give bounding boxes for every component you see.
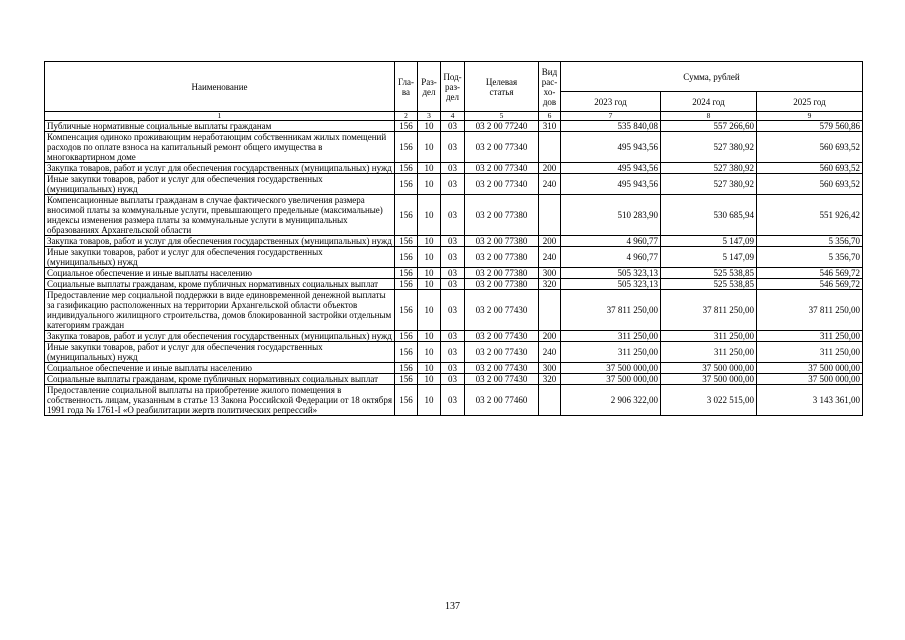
row-sum-2025: 311 250,00 xyxy=(757,342,863,363)
header-celevaya: Целевая статья xyxy=(465,62,539,112)
row-sum-2025: 3 143 361,00 xyxy=(757,385,863,416)
row-expense-type: 200 xyxy=(539,163,561,174)
row-razdel: 10 xyxy=(418,363,441,374)
row-sum-2023: 505 323,13 xyxy=(561,279,661,290)
row-name: Иные закупки товаров, работ и услуг для обеспечения государственных (муниципальных) нужд xyxy=(45,247,395,268)
row-expense-type: 240 xyxy=(539,174,561,195)
row-glava: 156 xyxy=(395,132,418,163)
row-expense-type: 300 xyxy=(539,363,561,374)
row-target-article: 03 2 00 77340 xyxy=(465,174,539,195)
row-sum-2023: 37 811 250,00 xyxy=(561,290,661,331)
row-target-article: 03 2 00 77380 xyxy=(465,195,539,236)
row-podrazdel: 03 xyxy=(441,374,465,385)
row-glava: 156 xyxy=(395,163,418,174)
row-target-article: 03 2 00 77380 xyxy=(465,236,539,247)
row-sum-2024: 530 685,94 xyxy=(661,195,757,236)
row-sum-2024: 525 538,85 xyxy=(661,268,757,279)
row-name: Предоставление мер социальной поддержки в виде единовременной денежной выплаты за газификацию расположенных на территории Архангельской области объектов индивидуального жилищного строительства, домов блокированной застройки отдельным категориям граждан xyxy=(45,290,395,331)
row-razdel: 10 xyxy=(418,174,441,195)
row-sum-2023: 495 943,56 xyxy=(561,174,661,195)
row-sum-2024: 5 147,09 xyxy=(661,236,757,247)
row-podrazdel: 03 xyxy=(441,279,465,290)
row-razdel: 10 xyxy=(418,342,441,363)
row-glava: 156 xyxy=(395,279,418,290)
row-sum-2023: 4 960,77 xyxy=(561,247,661,268)
row-target-article: 03 2 00 77380 xyxy=(465,279,539,290)
row-expense-type: 320 xyxy=(539,279,561,290)
row-podrazdel: 03 xyxy=(441,363,465,374)
col-num: 2 xyxy=(395,112,418,121)
table-row xyxy=(45,121,863,132)
row-target-article: 03 2 00 77240 xyxy=(465,121,539,132)
header-year-2024: 2024 год xyxy=(661,92,757,112)
row-sum-2025: 560 693,52 xyxy=(757,163,863,174)
col-num: 5 xyxy=(465,112,539,121)
row-target-article: 03 2 00 77340 xyxy=(465,132,539,163)
row-sum-2024: 311 250,00 xyxy=(661,342,757,363)
row-expense-type: 310 xyxy=(539,121,561,132)
row-podrazdel: 03 xyxy=(441,268,465,279)
row-podrazdel: 03 xyxy=(441,236,465,247)
page-number: 137 xyxy=(445,601,460,612)
row-sum-2024: 527 380,92 xyxy=(661,163,757,174)
row-target-article: 03 2 00 77460 xyxy=(465,385,539,416)
row-glava: 156 xyxy=(395,331,418,342)
header-name: Наименование xyxy=(45,62,395,112)
row-sum-2024: 527 380,92 xyxy=(661,132,757,163)
row-name: Социальные выплаты гражданам, кроме публичных нормативных социальных выплат xyxy=(45,279,395,290)
row-razdel: 10 xyxy=(418,268,441,279)
row-expense-type xyxy=(539,132,561,163)
row-razdel: 10 xyxy=(418,132,441,163)
col-num: 8 xyxy=(661,112,757,121)
row-expense-type xyxy=(539,385,561,416)
col-num: 9 xyxy=(757,112,863,121)
row-sum-2023: 510 283,90 xyxy=(561,195,661,236)
row-expense-type: 200 xyxy=(539,331,561,342)
row-sum-2024: 525 538,85 xyxy=(661,279,757,290)
header-vid: Вид рас- хо- дов xyxy=(539,62,561,112)
row-sum-2023: 535 840,08 xyxy=(561,121,661,132)
row-sum-2023: 2 906 322,00 xyxy=(561,385,661,416)
row-sum-2025: 37 500 000,00 xyxy=(757,374,863,385)
table-row xyxy=(45,195,863,236)
row-sum-2025: 551 926,42 xyxy=(757,195,863,236)
row-name: Иные закупки товаров, работ и услуг для обеспечения государственных (муниципальных) нужд xyxy=(45,342,395,363)
row-expense-type: 240 xyxy=(539,342,561,363)
row-name: Закупка товаров, работ и услуг для обеспечения государственных (муниципальных) нужд xyxy=(45,331,395,342)
row-name: Закупка товаров, работ и услуг для обеспечения государственных (муниципальных) нужд xyxy=(45,236,395,247)
row-name: Иные закупки товаров, работ и услуг для обеспечения государственных (муниципальных) нужд xyxy=(45,174,395,195)
col-num: 7 xyxy=(561,112,661,121)
row-name: Компенсационные выплаты гражданам в случае фактического увеличения размера вносимой платы за коммунальные услуги, превышающего предельные (максимальные) индексы изменения размера платы за коммунальные услуги в муниципальных образованиях Архангельской области xyxy=(45,195,395,236)
row-sum-2024: 5 147,09 xyxy=(661,247,757,268)
row-name: Социальное обеспечение и иные выплаты населению xyxy=(45,363,395,374)
table-row xyxy=(45,342,863,363)
row-sum-2025: 546 569,72 xyxy=(757,279,863,290)
row-razdel: 10 xyxy=(418,331,441,342)
row-name: Предоставление социальной выплаты на приобретение жилого помещения в собственность лицам, указанным в статье 13 Закона Российской Федерации от 18 октября 1991 года № 1761-I «О реабилитации жертв политических репрессий» xyxy=(45,385,395,416)
row-glava: 156 xyxy=(395,195,418,236)
table-row xyxy=(45,331,863,342)
row-sum-2023: 37 500 000,00 xyxy=(561,374,661,385)
header-year-2023: 2023 год xyxy=(561,92,661,112)
row-target-article: 03 2 00 77430 xyxy=(465,342,539,363)
table-row xyxy=(45,236,863,247)
table-row xyxy=(45,279,863,290)
header-glava: Гла- ва xyxy=(395,62,418,112)
row-sum-2024: 3 022 515,00 xyxy=(661,385,757,416)
row-sum-2023: 505 323,13 xyxy=(561,268,661,279)
row-target-article: 03 2 00 77430 xyxy=(465,363,539,374)
row-podrazdel: 03 xyxy=(441,132,465,163)
row-razdel: 10 xyxy=(418,290,441,331)
row-razdel: 10 xyxy=(418,163,441,174)
row-glava: 156 xyxy=(395,363,418,374)
row-sum-2024: 311 250,00 xyxy=(661,331,757,342)
row-name: Социальное обеспечение и иные выплаты населению xyxy=(45,268,395,279)
row-razdel: 10 xyxy=(418,195,441,236)
row-expense-type: 320 xyxy=(539,374,561,385)
row-podrazdel: 03 xyxy=(441,342,465,363)
row-expense-type xyxy=(539,290,561,331)
row-sum-2025: 579 560,86 xyxy=(757,121,863,132)
row-sum-2025: 546 569,72 xyxy=(757,268,863,279)
row-razdel: 10 xyxy=(418,247,441,268)
col-num: 6 xyxy=(539,112,561,121)
table-row xyxy=(45,363,863,374)
row-podrazdel: 03 xyxy=(441,331,465,342)
row-name: Публичные нормативные социальные выплаты гражданам xyxy=(45,121,395,132)
row-podrazdel: 03 xyxy=(441,121,465,132)
row-podrazdel: 03 xyxy=(441,195,465,236)
table-row xyxy=(45,174,863,195)
row-podrazdel: 03 xyxy=(441,247,465,268)
row-glava: 156 xyxy=(395,374,418,385)
table-row xyxy=(45,374,863,385)
header-podrazdel: Под- раз- дел xyxy=(441,62,465,112)
row-target-article: 03 2 00 77380 xyxy=(465,268,539,279)
row-glava: 156 xyxy=(395,342,418,363)
row-razdel: 10 xyxy=(418,236,441,247)
row-glava: 156 xyxy=(395,121,418,132)
row-podrazdel: 03 xyxy=(441,174,465,195)
row-expense-type: 200 xyxy=(539,236,561,247)
row-sum-2023: 37 500 000,00 xyxy=(561,363,661,374)
row-sum-2023: 311 250,00 xyxy=(561,331,661,342)
row-razdel: 10 xyxy=(418,279,441,290)
table-row xyxy=(45,132,863,163)
row-expense-type: 300 xyxy=(539,268,561,279)
row-target-article: 03 2 00 77430 xyxy=(465,331,539,342)
row-target-article: 03 2 00 77430 xyxy=(465,374,539,385)
row-razdel: 10 xyxy=(418,385,441,416)
header-year-2025: 2025 год xyxy=(757,92,863,112)
row-name: Компенсация одиноко проживающим неработающим собственникам жилых помещений расходов по оплате взноса на капитальный ремонт общего имущества в многоквартирном доме xyxy=(45,132,395,163)
row-glava: 156 xyxy=(395,174,418,195)
header-summa: Сумма, рублей xyxy=(561,62,863,92)
table-row xyxy=(45,163,863,174)
col-num: 1 xyxy=(45,112,395,121)
row-sum-2025: 311 250,00 xyxy=(757,331,863,342)
table-row xyxy=(45,268,863,279)
row-podrazdel: 03 xyxy=(441,290,465,331)
row-podrazdel: 03 xyxy=(441,163,465,174)
row-glava: 156 xyxy=(395,385,418,416)
row-expense-type: 240 xyxy=(539,247,561,268)
row-sum-2024: 37 500 000,00 xyxy=(661,374,757,385)
table-header xyxy=(45,62,863,121)
row-expense-type xyxy=(539,195,561,236)
row-sum-2025: 5 356,70 xyxy=(757,247,863,268)
row-sum-2024: 527 380,92 xyxy=(661,174,757,195)
row-name: Закупка товаров, работ и услуг для обеспечения государственных (муниципальных) нужд xyxy=(45,163,395,174)
column-numbers-row xyxy=(45,112,863,121)
row-sum-2024: 557 266,60 xyxy=(661,121,757,132)
row-sum-2025: 37 811 250,00 xyxy=(757,290,863,331)
row-razdel: 10 xyxy=(418,374,441,385)
row-podrazdel: 03 xyxy=(441,385,465,416)
col-num: 3 xyxy=(418,112,441,121)
col-num: 4 xyxy=(441,112,465,121)
header-razdel: Раз- дел xyxy=(418,62,441,112)
row-sum-2025: 37 500 000,00 xyxy=(757,363,863,374)
row-glava: 156 xyxy=(395,268,418,279)
row-sum-2023: 4 960,77 xyxy=(561,236,661,247)
table-row xyxy=(45,385,863,416)
row-sum-2024: 37 811 250,00 xyxy=(661,290,757,331)
row-sum-2024: 37 500 000,00 xyxy=(661,363,757,374)
row-target-article: 03 2 00 77340 xyxy=(465,163,539,174)
table-row xyxy=(45,290,863,331)
row-sum-2023: 495 943,56 xyxy=(561,132,661,163)
row-sum-2023: 311 250,00 xyxy=(561,342,661,363)
row-name: Социальные выплаты гражданам, кроме публичных нормативных социальных выплат xyxy=(45,374,395,385)
row-sum-2025: 560 693,52 xyxy=(757,132,863,163)
row-sum-2023: 495 943,56 xyxy=(561,163,661,174)
row-glava: 156 xyxy=(395,236,418,247)
row-target-article: 03 2 00 77380 xyxy=(465,247,539,268)
table-row xyxy=(45,247,863,268)
table-body xyxy=(45,121,863,416)
row-target-article: 03 2 00 77430 xyxy=(465,290,539,331)
row-glava: 156 xyxy=(395,290,418,331)
budget-table xyxy=(44,61,863,416)
row-sum-2025: 5 356,70 xyxy=(757,236,863,247)
row-sum-2025: 560 693,52 xyxy=(757,174,863,195)
row-razdel: 10 xyxy=(418,121,441,132)
row-glava: 156 xyxy=(395,247,418,268)
